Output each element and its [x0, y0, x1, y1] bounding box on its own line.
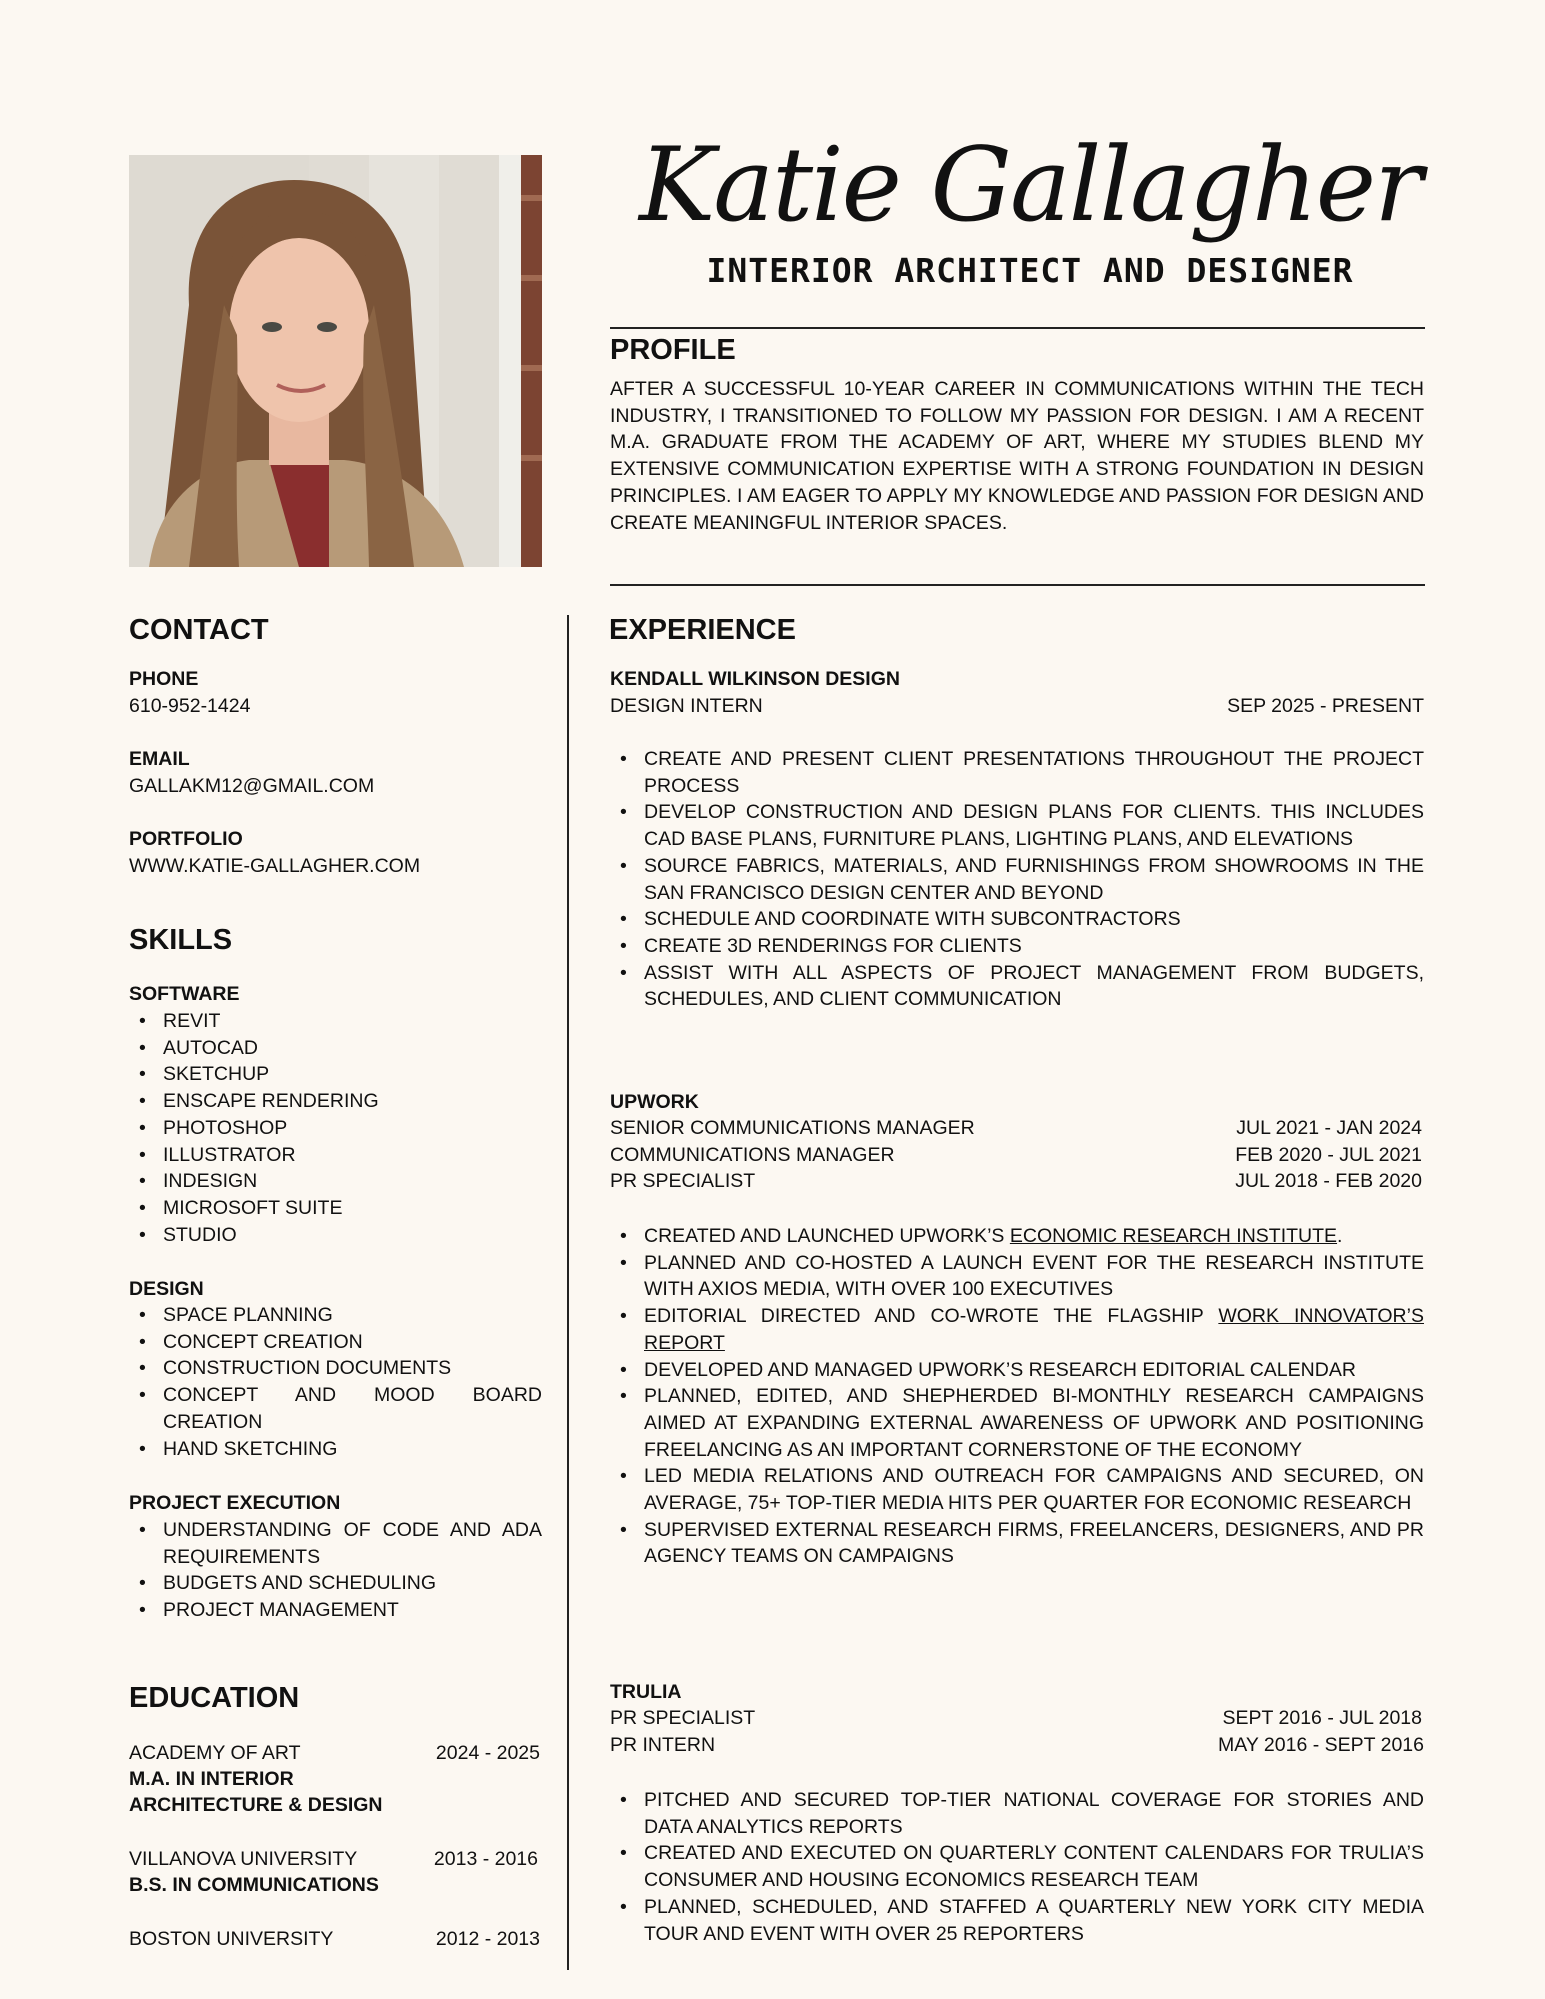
list-item: • REVIT — [129, 1008, 542, 1035]
list-item: • DEVELOP CONSTRUCTION AND DESIGN PLANS FOR CLIENTS. THIS INCLUDES CAD BASE PLANS, FURNITURE PLANS, LIGHTING PLANS, AND ELEVATIONS — [610, 799, 1424, 852]
list-item: • PLANNED, EDITED, AND SHEPHERDED BI-MONTHLY RESEARCH CAMPAIGNS AIMED AT EXPANDING EXTERNAL AWARENESS OF UPWORK AND POSITIONING FREELANCING AS AN IMPORTANT CORNERSTONE OF THE ECONOMY — [610, 1383, 1424, 1463]
phone-value: 610-952-1424 — [129, 695, 251, 717]
list-item: • UNDERSTANDING OF CODE AND ADA REQUIREMENTS — [129, 1517, 542, 1570]
role-dates: SEP 2025 - PRESENT — [1227, 695, 1424, 717]
portfolio-link[interactable]: WWW.KATIE-GALLAGHER.COM — [129, 855, 421, 877]
role-row — [610, 1117, 1422, 1140]
email-label: EMAIL — [129, 748, 190, 770]
design-label: DESIGN — [129, 1278, 204, 1300]
education-row — [129, 1848, 538, 1871]
education-row — [129, 1742, 540, 1765]
degree: B.S. IN COMMUNICATIONS — [129, 1874, 379, 1896]
school-name: BOSTON UNIVERSITY — [129, 1928, 334, 1950]
list-item: • STUDIO — [129, 1222, 542, 1249]
list-item: • PROJECT MANAGEMENT — [129, 1597, 542, 1624]
portfolio-label: PORTFOLIO — [129, 828, 243, 850]
experience-heading: EXPERIENCE — [609, 614, 796, 646]
divider-top — [610, 327, 1425, 329]
company-name: TRULIA — [610, 1681, 682, 1703]
list-item: • PITCHED AND SECURED TOP-TIER NATIONAL COVERAGE FOR STORIES AND DATA ANALYTICS REPORTS — [610, 1787, 1424, 1840]
list-item: • LED MEDIA RELATIONS AND OUTREACH FOR CAMPAIGNS AND SECURED, ON AVERAGE, 75+ TOP-TIER MEDIA HITS PER QUARTER FOR ECONOMIC RESEARCH — [610, 1463, 1424, 1516]
list-item: • HAND SKETCHING — [129, 1436, 542, 1463]
list-item: • CONCEPT AND MOOD BOARD CREATION — [129, 1382, 542, 1435]
candidate-name: Katie Gallagher — [639, 126, 1421, 245]
role-title: PR SPECIALIST — [610, 1170, 756, 1192]
economic-research-institute-link[interactable]: ECONOMIC RESEARCH INSTITUTE — [1009, 1225, 1338, 1247]
list-item: • SOURCE FABRICS, MATERIALS, AND FURNISHINGS FROM SHOWROOMS IN THE SAN FRANCISCO DESIGN CENTER AND BEYOND — [610, 853, 1424, 906]
list-item: • SUPERVISED EXTERNAL RESEARCH FIRMS, FREELANCERS, DESIGNERS, AND PR AGENCY TEAMS ON CAMPAIGNS — [610, 1517, 1424, 1570]
project-execution-list — [129, 1517, 542, 1624]
list-item: • CONCEPT CREATION — [129, 1329, 542, 1356]
role-dates: JUL 2018 - FEB 2020 — [1235, 1170, 1422, 1192]
role-dates: FEB 2020 - JUL 2021 — [1235, 1144, 1422, 1166]
role-row — [610, 1707, 1422, 1730]
degree: ARCHITECTURE & DESIGN — [129, 1794, 383, 1816]
job-bullets — [610, 1223, 1424, 1570]
company-name: KENDALL WILKINSON DESIGN — [610, 668, 900, 690]
list-item: • AUTOCAD — [129, 1035, 542, 1062]
list-item — [610, 1223, 1424, 1250]
work-innovators-report-link[interactable]: WORK INNOVATOR’S REPORT — [644, 1305, 1424, 1354]
list-item: • SCHEDULE AND COORDINATE WITH SUBCONTRACTORS — [610, 906, 1424, 933]
divider-profile — [610, 584, 1425, 586]
bullet-text: CREATED AND LAUNCHED UPWORK’S — [644, 1225, 1010, 1247]
list-item — [610, 1303, 1424, 1356]
degree: M.A. IN INTERIOR — [129, 1768, 294, 1790]
role-row — [610, 1170, 1422, 1193]
role-title: PR SPECIALIST — [610, 1707, 756, 1729]
job-title: INTERIOR ARCHITECT AND DESIGNER — [706, 251, 1354, 290]
column-divider — [567, 615, 569, 1970]
profile-text: AFTER A SUCCESSFUL 10-YEAR CAREER IN COMMUNICATIONS WITHIN THE TECH INDUSTRY, I TRANSITIONED TO FOLLOW MY PASSION FOR DESIGN. I AM A RECENT M.A. GRADUATE FROM THE ACADEMY OF ART, WHERE MY STUDIES BLEND MY EXTENSIVE COMMUNICATION EXPERTISE WITH A STRONG FOUNDATION IN DESIGN PRINCIPLES. I AM EAGER TO APPLY MY KNOWLEDGE AND PASSION FOR DESIGN AND CREATE MEANINGFUL INTERIOR SPACES. — [610, 378, 1424, 534]
phone-label: PHONE — [129, 668, 199, 690]
list-item: • PLANNED, SCHEDULED, AND STAFFED A QUARTERLY NEW YORK CITY MEDIA TOUR AND EVENT WITH OVER 25 REPORTERS — [610, 1894, 1424, 1947]
school-years: 2012 - 2013 — [435, 1928, 540, 1950]
list-item: • CREATED AND EXECUTED ON QUARTERLY CONTENT CALENDARS FOR TRULIA’S CONSUMER AND HOUSING ECONOMICS RESEARCH TEAM — [610, 1840, 1424, 1893]
list-item: • BUDGETS AND SCHEDULING — [129, 1570, 542, 1597]
school-name: ACADEMY OF ART — [129, 1742, 301, 1764]
role-dates: SEPT 2016 - JUL 2018 — [1222, 1707, 1422, 1729]
list-item: • PHOTOSHOP — [129, 1115, 542, 1142]
role-row — [610, 1734, 1424, 1757]
list-item: • MICROSOFT SUITE — [129, 1195, 542, 1222]
list-item: • SPACE PLANNING — [129, 1302, 542, 1329]
list-item: • ENSCAPE RENDERING — [129, 1088, 542, 1115]
role-title: DESIGN INTERN — [610, 695, 763, 717]
skills-heading: SKILLS — [129, 924, 233, 956]
role-row — [610, 695, 1424, 718]
school-name: VILLANOVA UNIVERSITY — [129, 1848, 358, 1870]
email-value[interactable]: GALLAKM12@GMAIL.COM — [129, 775, 375, 797]
job-bullets — [610, 1787, 1424, 1947]
project-execution-label: PROJECT EXECUTION — [129, 1492, 341, 1514]
list-item: • PLANNED AND CO-HOSTED A LAUNCH EVENT FOR THE RESEARCH INSTITUTE WITH AXIOS MEDIA, WITH OVER 100 EXECUTIVES — [610, 1250, 1424, 1303]
contact-heading: CONTACT — [129, 614, 269, 646]
role-title: COMMUNICATIONS MANAGER — [610, 1144, 895, 1166]
education-heading: EDUCATION — [129, 1682, 300, 1714]
list-item: • CONSTRUCTION DOCUMENTS — [129, 1355, 542, 1382]
list-item: • SKETCHUP — [129, 1061, 542, 1088]
company-name: UPWORK — [610, 1091, 699, 1113]
list-item: • DEVELOPED AND MANAGED UPWORK’S RESEARCH EDITORIAL CALENDAR — [610, 1357, 1424, 1384]
design-list — [129, 1302, 542, 1462]
software-label: SOFTWARE — [129, 983, 240, 1005]
role-title: SENIOR COMMUNICATIONS MANAGER — [610, 1117, 975, 1139]
list-item: • INDESIGN — [129, 1168, 542, 1195]
education-row — [129, 1928, 540, 1951]
school-years: 2013 - 2016 — [433, 1848, 538, 1870]
list-item: • CREATE 3D RENDERINGS FOR CLIENTS — [610, 933, 1424, 960]
bullet-text: . — [1337, 1225, 1343, 1247]
list-item: • ASSIST WITH ALL ASPECTS OF PROJECT MANAGEMENT FROM BUDGETS, SCHEDULES, AND CLIENT COMMUNICATION — [610, 960, 1424, 1013]
profile-photo — [129, 155, 542, 567]
role-dates: MAY 2016 - SEPT 2016 — [1218, 1734, 1424, 1756]
bullet-text: EDITORIAL DIRECTED AND CO-WROTE THE FLAGSHIP — [644, 1305, 1219, 1328]
school-years: 2024 - 2025 — [435, 1742, 540, 1764]
list-item: • ILLUSTRATOR — [129, 1142, 542, 1169]
role-title: PR INTERN — [610, 1734, 716, 1756]
list-item: • CREATE AND PRESENT CLIENT PRESENTATIONS THROUGHOUT THE PROJECT PROCESS — [610, 746, 1424, 799]
job-bullets — [610, 746, 1424, 1013]
profile-heading: PROFILE — [610, 334, 736, 366]
portrait-image — [129, 155, 542, 567]
role-row — [610, 1144, 1422, 1167]
software-list — [129, 1008, 542, 1248]
role-dates: JUL 2021 - JAN 2024 — [1236, 1117, 1422, 1139]
